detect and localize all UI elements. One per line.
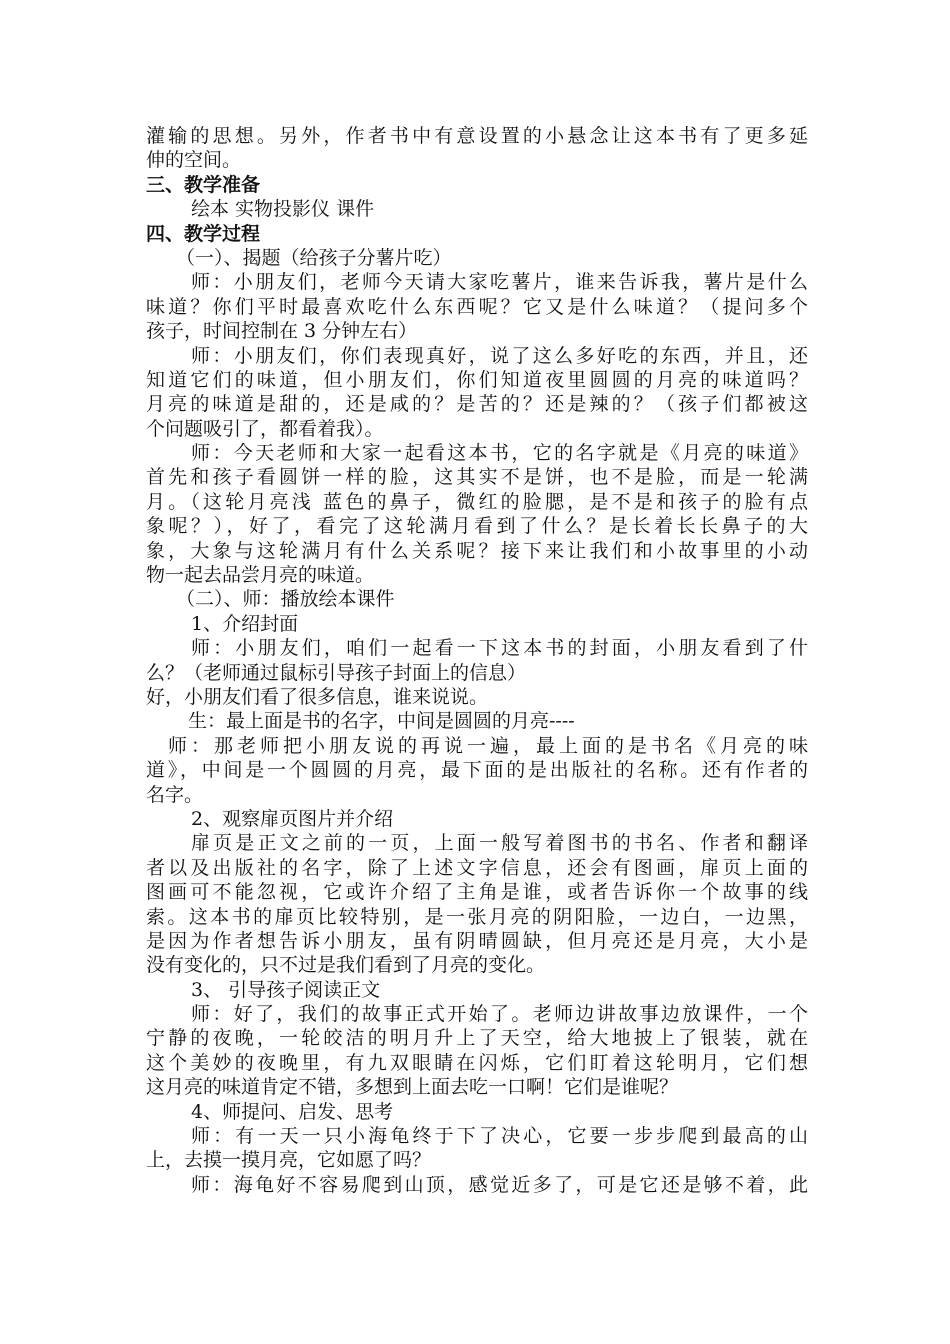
text-line: 师：那老师把小朋友说的再说一遍，最上面的是书名《月亮的味 <box>168 734 808 757</box>
text-line: 么？（老师通过鼠标引导孩子封面上的信息） <box>146 661 527 684</box>
text-line: 孩子，时间控制在 3 分钟左右） <box>146 320 418 343</box>
text-line: 伸的空间。 <box>146 149 242 172</box>
text-line: 物一起去品尝月亮的味道。 <box>146 564 375 587</box>
text-line: 图画可不能忽视，它或许介绍了主角是谁，或者告诉你一个故事的线 <box>146 881 808 904</box>
text-line: 是因为作者想告诉小朋友，虽有阴晴圆缺，但月亮还是月亮，大小是 <box>146 929 808 952</box>
section-heading: 三、教学准备 <box>146 173 261 196</box>
text-line: 上，去摸一摸月亮，它如愿了吗？ <box>146 1149 432 1172</box>
section-heading: 四、教学过程 <box>146 222 261 245</box>
text-line: （二）、师：播放绘本课件 <box>176 588 395 611</box>
text-line: 象呢？），好了，看完了这轮满月看到了什么？是长着长长鼻子的大 <box>146 515 808 538</box>
text-line: 者以及出版社的名字，除了上述文字信息，还会有图画，扉页上面的 <box>146 856 808 879</box>
text-line: 4、师提问、启发、思考 <box>191 1100 394 1123</box>
text-line: 好，小朋友们看了很多信息，谁来说说。 <box>146 685 489 708</box>
text-line: 灌输的思想。另外，作者书中有意设置的小悬念让这本书有了更多延 <box>146 125 808 147</box>
text-line: 这月亮的味道肯定不错，多想到上面去吃一口啊！它们是谁呢？ <box>146 1076 679 1099</box>
text-line: 知道它们的味道，但小朋友们，你们知道夜里圆圆的月亮的味道吗？ <box>146 368 808 391</box>
text-line: 月亮的味道是甜的，还是咸的？是苦的？还是辣的？（孩子们都被这 <box>146 393 808 416</box>
text-line: 3、 引导孩子阅读正文 <box>191 978 381 1001</box>
document-body <box>146 124 808 1197</box>
text-line: 索。这本书的扉页比较特别，是一张月亮的阴阳脸，一边白，一边黑， <box>146 905 808 928</box>
text-line: 师：小朋友们，你们表现真好，说了这么多好吃的东西，并且，还 <box>191 344 808 367</box>
text-line: 道》，中间是一个圆圆的月亮，最下面的是出版社的名称。还有作者的 <box>146 759 808 782</box>
text-line: 师：小朋友们，咱们一起看一下这本书的封面，小朋友看到了什 <box>191 637 808 660</box>
text-line: 师：海龟好不容易爬到山顶，感觉近多了，可是它还是够不着，此 <box>191 1173 808 1196</box>
text-line: 这个美妙的夜晚里，有九双眼睛在闪烁，它们盯着这轮明月，它们想 <box>146 1051 808 1074</box>
text-line: 宁静的夜晚，一轮皎洁的明月升上了天空，给大地披上了银装，就在 <box>146 1027 808 1050</box>
text-line: 2、观察扉页图片并介绍 <box>191 807 394 830</box>
text-line: 首先和孩子看圆饼一样的脸，这其实不是饼，也不是脸，而是一轮满 <box>146 466 808 489</box>
text-line: 师：有一天一只小海龟终于下了决心，它要一步步爬到最高的山 <box>191 1125 808 1148</box>
text-line: 1、介绍封面 <box>191 612 299 635</box>
text-line: 绘本 实物投影仪 课件 <box>191 198 375 221</box>
text-line: 月。（这轮月亮浅 蓝色的鼻子，微红的脸腮，是不是和孩子的脸有点 <box>146 490 808 513</box>
text-line: 象，大象与这轮满月有什么关系呢？接下来让我们和小故事里的小动 <box>146 539 808 562</box>
text-line: 没有变化的，只不过是我们看到了月亮的变化。 <box>146 954 546 977</box>
text-line: 个问题吸引了，都看着我）。 <box>146 417 384 440</box>
text-line: 味道？你们平时最喜欢吃什么东西呢？它又是什么味道？（提问多个 <box>146 295 808 318</box>
text-line: 生：最上面是书的名字，中间是圆圆的月亮---- <box>188 710 575 733</box>
text-line: 师：今天老师和大家一起看这本书，它的名字就是《月亮的味道》 <box>191 442 808 465</box>
text-line: （一）、揭题（给孩子分薯片吃） <box>176 246 452 269</box>
text-line: 师：好了，我们的故事正式开始了。老师边讲故事边放课件，一个 <box>191 1003 808 1026</box>
text-line: 名字。 <box>146 783 204 806</box>
text-line: 扉页是正文之前的一页，上面一般写着图书的书名、作者和翻译 <box>191 832 808 855</box>
text-line: 师：小朋友们，老师今天请大家吃薯片，谁来告诉我，薯片是什么 <box>191 271 808 294</box>
